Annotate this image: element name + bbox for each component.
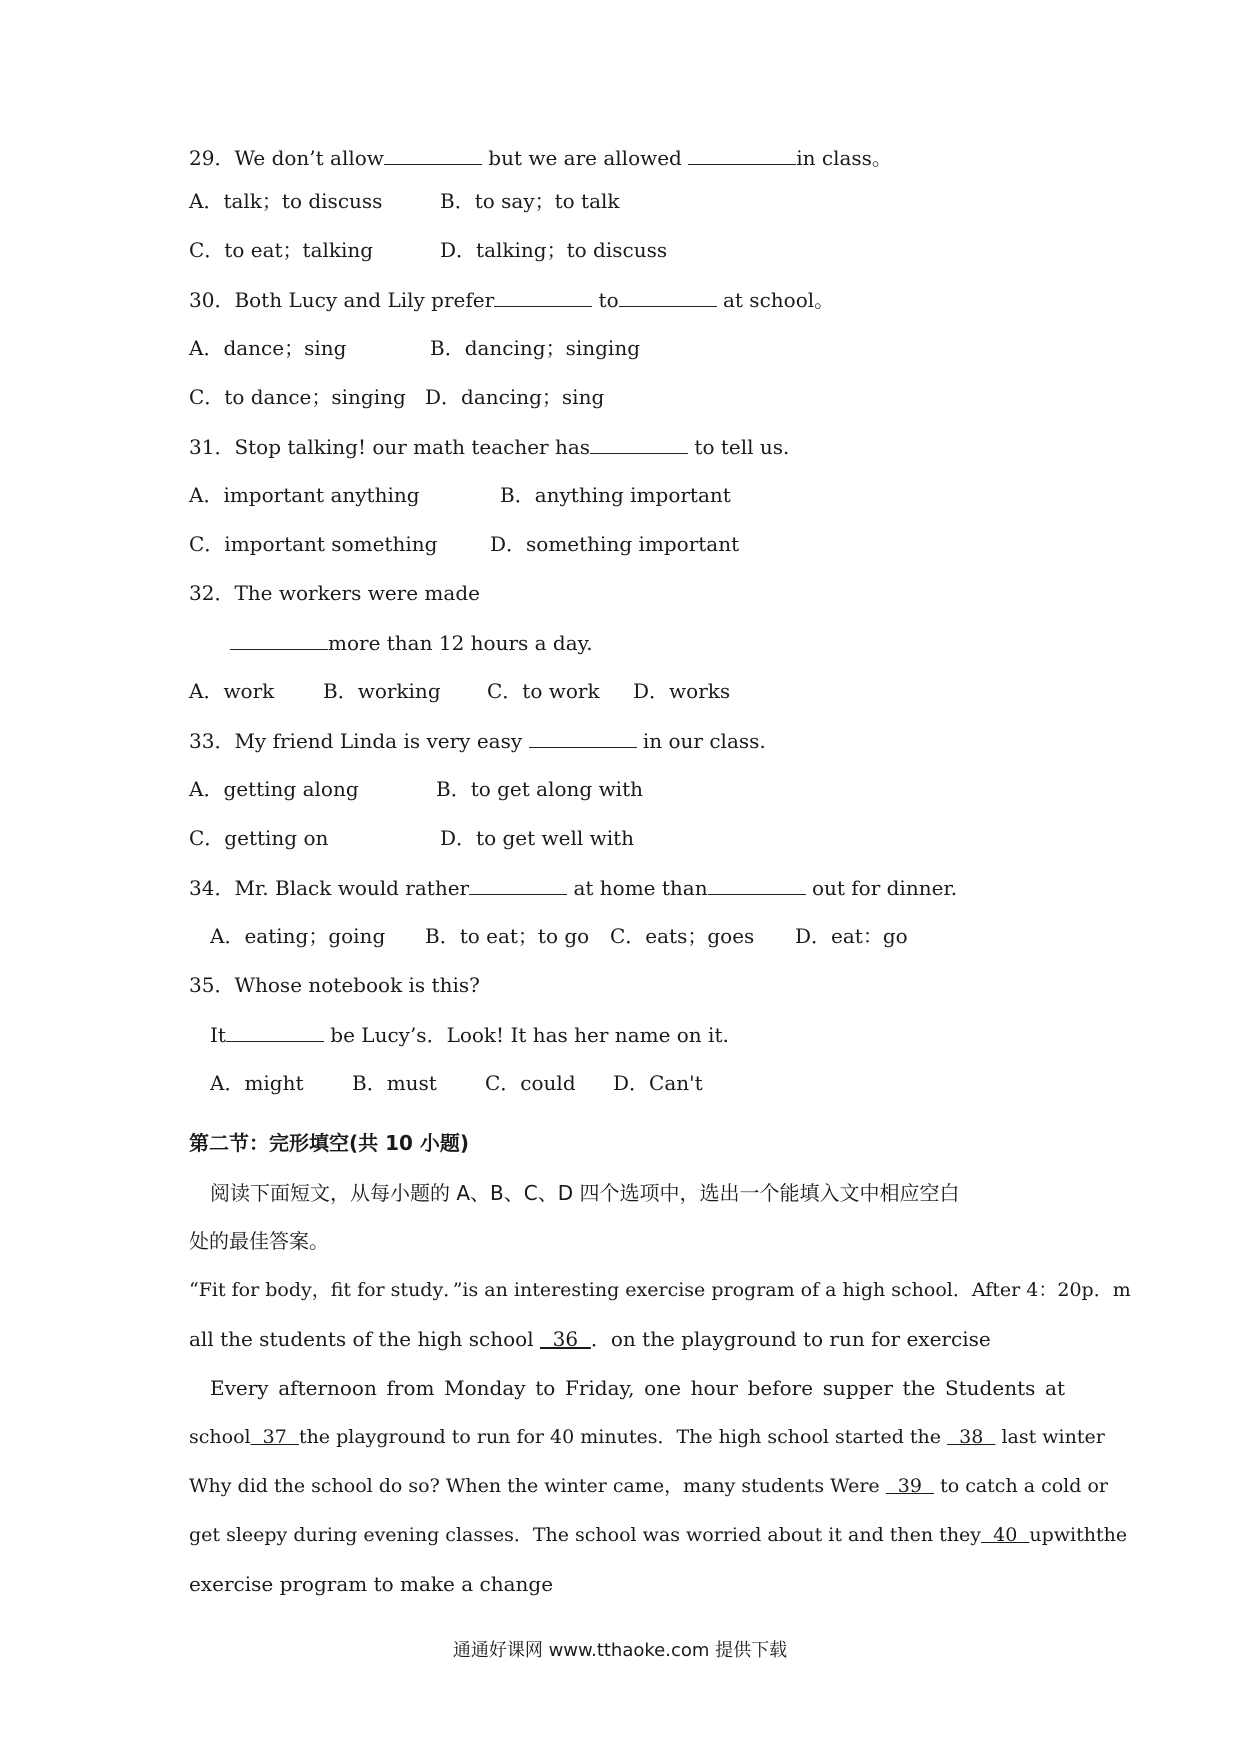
option-d: D．dancing；sing (425, 385, 605, 409)
question-30-stem: 30．Both Lucy and Lily prefer to at school。 (189, 288, 835, 312)
option-d: D．something important (490, 532, 740, 556)
passage-line: all the students of the high school 36 ．on the playground to run for exercise (189, 1327, 991, 1351)
option-a: A．getting along (189, 777, 359, 801)
option-b: B．anything important (500, 483, 731, 507)
cloze-blank-38: 38 (947, 1426, 996, 1448)
option-c: C．to dance；singing (189, 385, 406, 409)
option-c: C．could (485, 1071, 576, 1095)
answer-blank (529, 727, 637, 748)
cloze-blank-37: 37 (250, 1426, 299, 1448)
option-b: B．to get along with (436, 777, 644, 801)
cloze-blank-40: 40 (981, 1524, 1030, 1546)
passage-line: school 37 the playground to run for 40 minutes．The high school started the 38 last winter (189, 1426, 1105, 1448)
option-b: B．must (352, 1071, 437, 1095)
option-d: D．to get well with (440, 826, 635, 850)
option-a: A．dance；sing (189, 336, 347, 360)
option-b: B．working (323, 679, 441, 703)
passage-line: exercise program to make a change (189, 1572, 554, 1596)
option-a: A．important anything (189, 483, 420, 507)
answer-blank (619, 286, 717, 307)
option-c: C．eats；goes (610, 924, 755, 948)
answer-blank (469, 874, 567, 895)
answer-blank (230, 629, 328, 650)
option-b: B．dancing；singing (430, 336, 641, 360)
cloze-blank-39: 39 (885, 1475, 935, 1497)
question-33-stem: 33．My friend Linda is very easy in our class. (189, 729, 766, 753)
page-footer: 通通好课网 www.tthaoke.com 提供下载 (452, 1640, 788, 1661)
option-a: A．eating；going (210, 924, 386, 948)
section-instructions: 阅读下面短文，从每小题的 A、B、C、D 四个选项中，选出一个能填入文中相应空白 (210, 1181, 960, 1205)
option-c: C．to eat；talking (189, 238, 374, 262)
option-d: D．eat：go (795, 924, 908, 948)
answer-blank (708, 874, 806, 895)
option-a: A．talk；to discuss (189, 189, 383, 213)
passage-line: Every afternoon from Monday to Friday, one hour before supper the Students at (210, 1376, 1065, 1400)
passage-line: get sleepy during evening classes．The school was worried about it and then they 40 upwiththe (189, 1524, 1128, 1546)
answer-blank (384, 144, 482, 165)
section-heading: 第二节：完形填空(共 10 小题) (189, 1131, 470, 1155)
question-31-stem: 31．Stop talking! our math teacher has to tell us. (189, 435, 790, 459)
option-c: C．important something (189, 532, 438, 556)
option-d: D．Can't (613, 1071, 703, 1095)
option-b: B．to say；to talk (440, 189, 620, 213)
question-35-continuation: It be Lucy’s．Look! It has her name on it. (210, 1023, 729, 1047)
option-d: D．talking；to discuss (440, 238, 668, 262)
option-a: A．work (189, 679, 275, 703)
question-32-stem: 32．The workers were made (189, 581, 480, 605)
answer-blank (688, 144, 796, 165)
answer-blank (590, 433, 688, 454)
passage-line: “Fit for body，fit for study．”is an interesting exercise program of a high school．After 4：20p．m (189, 1279, 1131, 1301)
question-35-stem: 35．Whose notebook is this? (189, 973, 480, 997)
answer-blank (226, 1021, 324, 1042)
cloze-blank-36: 36 (539, 1327, 591, 1351)
question-32-continuation: more than 12 hours a day. (230, 629, 593, 656)
option-c: C．to work (487, 679, 600, 703)
option-c: C．getting on (189, 826, 329, 850)
passage-line: Why did the school do so? When the winter came，many students Were 39 to catch a cold or (189, 1475, 1108, 1497)
option-b: B．to eat；to go (425, 924, 590, 948)
question-29-stem: 29．We don’t allow but we are allowed in class。 (189, 146, 892, 170)
option-a: A．might (210, 1071, 304, 1095)
section-instructions-cont: 处的最佳答案。 (189, 1229, 329, 1253)
option-d: D．works (633, 679, 731, 703)
question-34-stem: 34．Mr. Black would rather at home than out for dinner. (189, 876, 958, 900)
answer-blank (494, 286, 592, 307)
